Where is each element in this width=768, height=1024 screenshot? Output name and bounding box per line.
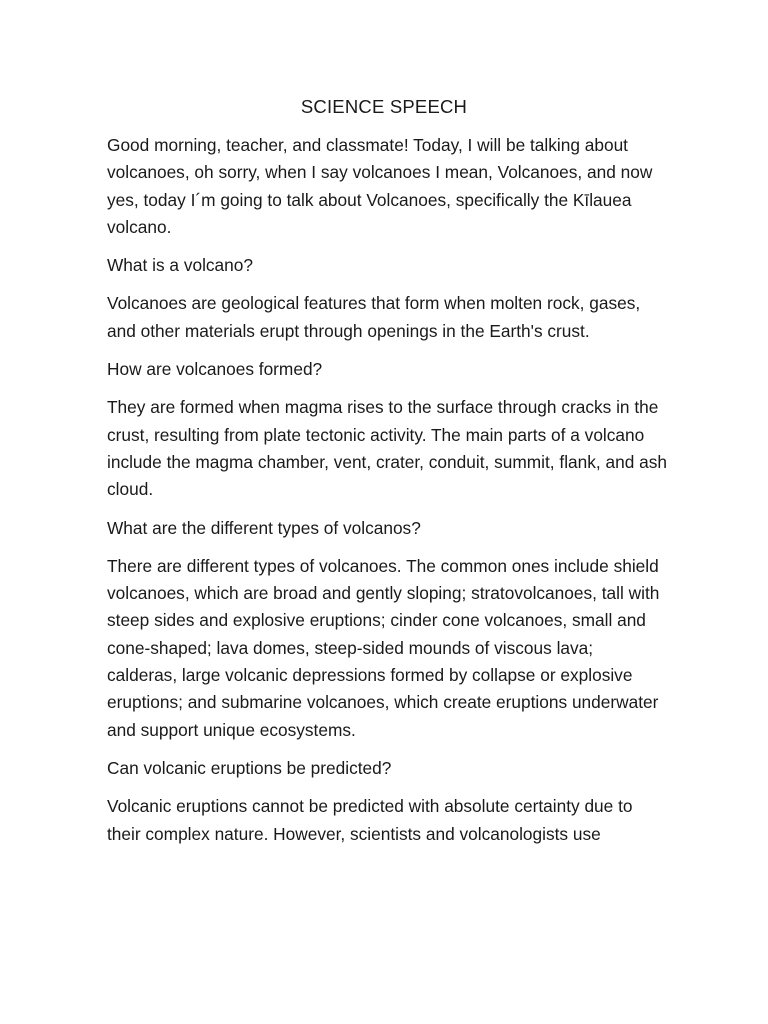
paragraph-volcano-definition: Volcanoes are geological features that form when molten rock, gases, and other materials erupt through openings in the Earth's crust. <box>107 293 641 341</box>
paragraph-formation: They are formed when magma rises to the surface through cracks in the crust, resulting from plate tectonic activity. The main parts of a volcano include the magma chamber, vent, crater, conduit, summit, flank, and ash cloud. <box>107 397 668 500</box>
paragraph-prediction: Volcanic eruptions cannot be predicted with absolute certainty due to their complex nature. However, scientists and volcanologists use <box>107 796 633 844</box>
question-how-formed: How are volcanoes formed? <box>107 359 323 380</box>
question-types: What are the different types of volcanos? <box>107 517 421 538</box>
paragraph-intro: Good morning, teacher, and classmate! Today, I will be talking about volcanoes, oh sorry, when I say volcanoes I mean, Volcanoes, and now yes, today I´m going to talk about Volcanoes, specifically the Kīlauea volcano. <box>107 135 653 237</box>
question-prediction: Can volcanic eruptions be predicted? <box>107 757 392 778</box>
document-title: SCIENCE SPEECH <box>300 96 468 117</box>
question-what-is-volcano: What is a volcano? <box>107 255 254 276</box>
paragraph-types: There are different types of volcanoes. The common ones include shield volcanoes, which are broad and gently sloping; stratovolcanoes, tall with steep sides and explosive eruptions; cinder cone volcanoes, small and cone-shaped; lava domes, steep-sided mounds of viscous lava; calderas, large volcanic depressions formed by collapse or explosive eruptions; and submarine volcanoes, which create eruptions underwater and support unique ecosystems. <box>107 555 660 740</box>
document-body <box>107 132 667 859</box>
